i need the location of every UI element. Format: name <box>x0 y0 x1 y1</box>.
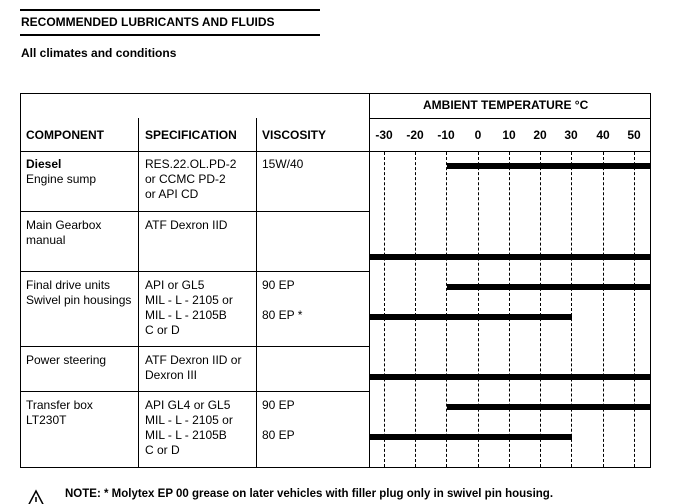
component-detail: Swivel pin housings <box>26 293 132 307</box>
row-transfer-box-specification <box>145 398 233 458</box>
column-divider <box>138 118 139 468</box>
component-detail: Engine sump <box>26 172 97 186</box>
spec-line: MIL - L - 2105B <box>145 428 227 442</box>
viscosity-line: 90 EP <box>262 278 295 292</box>
row-diesel-component <box>26 157 96 187</box>
temperature-range-bar <box>370 374 650 380</box>
gridline <box>446 152 447 467</box>
table-left-border <box>20 93 21 468</box>
row-power-steering-specification <box>145 353 241 383</box>
spec-line: MIL - L - 2105 or <box>145 413 233 427</box>
spec-line: MIL - L - 2105B <box>145 308 227 322</box>
row-final-drive-viscosity <box>262 278 302 323</box>
column-header-specification: SPECIFICATION <box>145 128 237 142</box>
spec-line: API GL4 or GL5 <box>145 398 231 412</box>
tick-label: -30 <box>375 128 393 142</box>
component-detail: LT230T <box>26 413 67 427</box>
spec-line: MIL - L - 2105 or <box>145 293 233 307</box>
tick-label: 10 <box>502 128 516 142</box>
spec-line: or CCMC PD-2 <box>145 172 226 186</box>
row-separator <box>20 211 370 212</box>
row-diesel-specification <box>145 157 236 202</box>
table-bottom-border <box>20 467 651 468</box>
column-divider <box>256 118 257 468</box>
temperature-range-bar <box>447 163 650 169</box>
tick-label: 0 <box>474 128 482 142</box>
gridline <box>509 152 510 467</box>
tick-label: 50 <box>627 128 641 142</box>
document-subtitle: All climates and conditions <box>21 46 177 60</box>
temperature-range-bar <box>370 434 572 440</box>
column-header-component: COMPONENT <box>26 128 104 142</box>
spec-line: ATF Dexron IID <box>145 218 228 232</box>
row-power-steering-component <box>26 353 106 368</box>
column-divider <box>369 93 370 468</box>
component-name: Final drive units <box>26 278 111 292</box>
tick-label: 30 <box>564 128 578 142</box>
warning-triangle-icon <box>26 490 46 504</box>
gridline <box>571 152 572 467</box>
tick-label: 40 <box>596 128 610 142</box>
gridline <box>540 152 541 467</box>
gridline <box>478 152 479 467</box>
tick-label: 20 <box>533 128 547 142</box>
document-title: RECOMMENDED LUBRICANTS AND FLUIDS <box>21 15 275 29</box>
row-gearbox-component <box>26 218 101 248</box>
column-header-viscosity: VISCOSITY <box>262 128 327 142</box>
title-top-rule <box>20 9 320 11</box>
gridline <box>603 152 604 467</box>
tick-label: -10 <box>437 128 455 142</box>
spec-line: C or D <box>145 443 180 457</box>
spec-line: or API CD <box>145 187 199 201</box>
viscosity-line: 15W/40 <box>262 157 304 171</box>
temperature-range-bar <box>370 314 572 320</box>
component-name: Main Gearbox <box>26 218 102 232</box>
gridline <box>384 152 385 467</box>
temp-header-separator <box>369 118 650 119</box>
row-final-drive-specification <box>145 278 233 338</box>
viscosity-line <box>262 293 302 308</box>
viscosity-line: 90 EP <box>262 398 295 412</box>
viscosity-line: 80 EP * <box>262 308 303 322</box>
row-gearbox-specification <box>145 218 227 233</box>
row-final-drive-component <box>26 278 131 308</box>
spec-line: API or GL5 <box>145 278 205 292</box>
table-top-border <box>20 93 651 94</box>
header-row-separator <box>20 151 651 152</box>
title-bottom-rule <box>20 34 320 36</box>
component-name: Transfer box <box>26 398 93 412</box>
temperature-range-bar <box>447 404 650 410</box>
temperature-range-bar <box>447 284 650 290</box>
temperature-range-bar <box>370 254 650 260</box>
temp-header <box>423 98 588 112</box>
viscosity-line <box>262 413 295 428</box>
row-separator <box>20 271 370 272</box>
row-separator <box>20 346 370 347</box>
table-right-border <box>650 93 651 468</box>
row-separator <box>20 391 370 392</box>
viscosity-line: 80 EP <box>262 428 295 442</box>
gridline <box>634 152 635 467</box>
row-transfer-box-component <box>26 398 93 428</box>
temp-header-label: AMBIENT TEMPERATURE °C <box>423 98 589 112</box>
row-transfer-box-viscosity <box>262 398 295 443</box>
tick-label: -20 <box>406 128 424 142</box>
spec-line: ATF Dexron IID or <box>145 353 242 367</box>
row-diesel-viscosity <box>262 157 303 172</box>
spec-line: RES.22.OL.PD-2 <box>145 157 237 171</box>
note-text: NOTE: * Molytex EP 00 grease on later vehicles with filler plug only in swivel pin housing. <box>65 488 554 500</box>
gridline <box>415 152 416 467</box>
component-name: Power steering <box>26 353 107 367</box>
spec-line: C or D <box>145 323 180 337</box>
spec-line: Dexron III <box>145 368 198 382</box>
component-name: Diesel <box>26 157 62 171</box>
component-detail: manual <box>26 233 66 247</box>
